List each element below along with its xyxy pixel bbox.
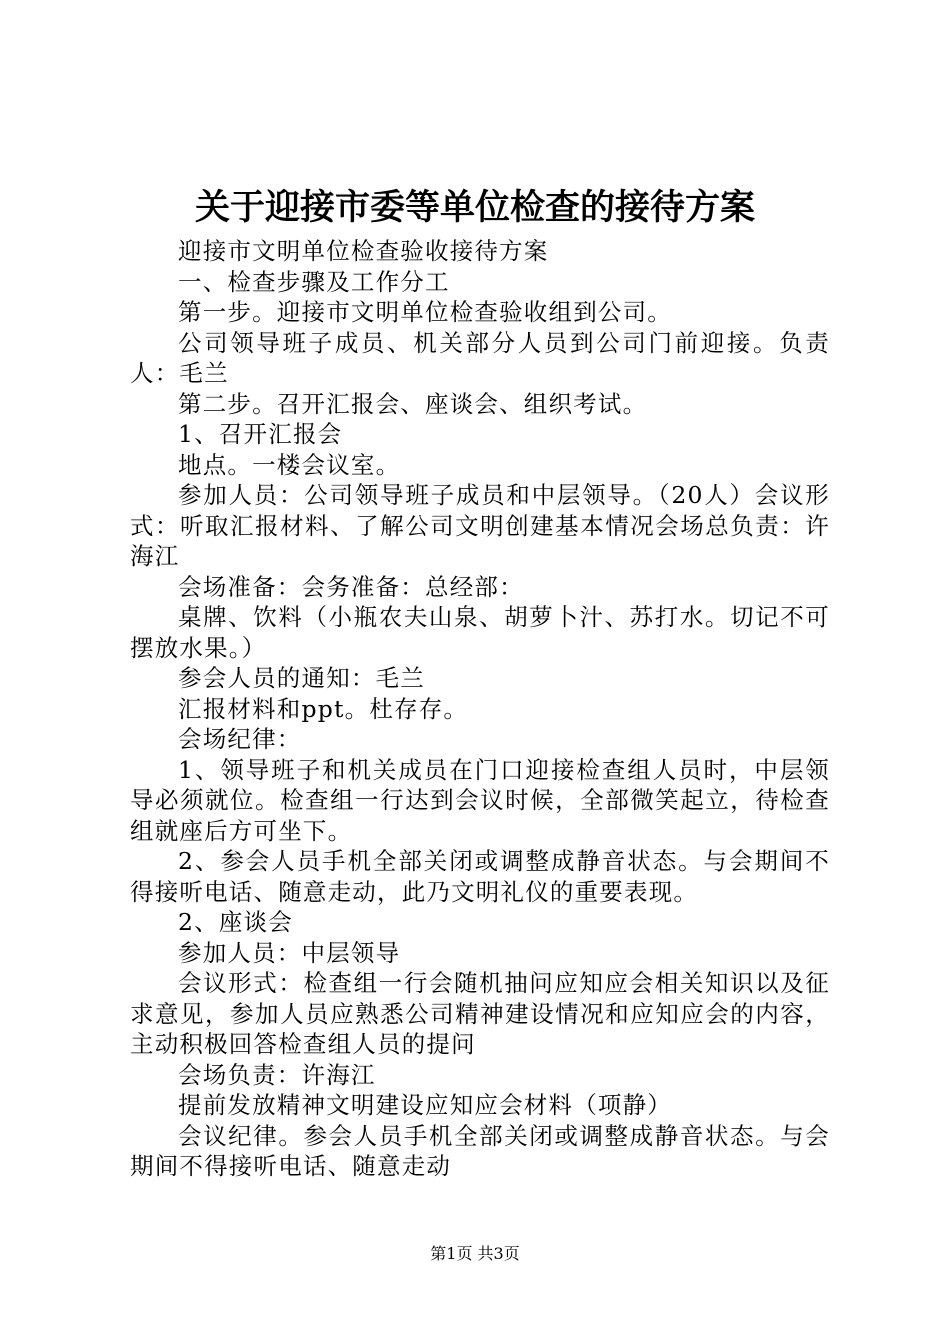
paragraph: 汇报材料和ppt。杜存存。: [178, 694, 469, 723]
document-title: 关于迎接市委等单位检查的接待方案: [194, 188, 755, 228]
paragraph: 桌牌、饮料（小瓶农夫山泉、胡萝卜汁、苏打水。切记不可摆放水果。）: [130, 603, 830, 662]
paragraph: 迎接市文明单位检查验收接待方案: [178, 237, 549, 265]
paragraph: 会场负责：许海江: [178, 1060, 376, 1089]
paragraph: 参会人员的通知：毛兰: [178, 664, 425, 692]
paragraph: 1、领导班子和机关成员在门口迎接检查组人员时，中层领导必须就位。检查组一行达到会议时候，全部微笑起立，待检查组就座后方可坐下。: [130, 755, 830, 845]
paragraph: 地点。一楼会议室。: [178, 450, 401, 479]
paragraph: 参加人员：公司领导班子成员和中层领导。（20人）会议形式：听取汇报材料、了解公司文明创建基本情况会场总负责：许海江: [130, 481, 830, 570]
paragraph: 2、座谈会: [178, 908, 293, 936]
paragraph: 2、参会人员手机全部关闭或调整成静音状态。与会期间不得接听电话、随意走动，此乃文明礼仪的重要表现。: [130, 847, 830, 906]
paragraph: 一、检查步骤及工作分工: [178, 267, 450, 296]
paragraph: 参加人员：中层领导: [178, 938, 401, 967]
paragraph: 公司领导班子成员、机关部分人员到公司门前迎接。负责人：毛兰: [130, 328, 830, 387]
paragraph: 第二步。召开汇报会、座谈会、组织考试。: [178, 389, 648, 418]
paragraph: 会场准备：会务准备：总经部：: [178, 572, 524, 601]
paragraph: 会场纪律：: [178, 725, 302, 753]
page-footer: 第1页 共3页: [430, 1244, 520, 1263]
paragraph: 提前发放精神文明建设应知应会材料（项静）: [178, 1091, 672, 1119]
paragraph: 会议纪律。参会人员手机全部关闭或调整成静音状态。与会期间不得接听电话、随意走动: [130, 1121, 830, 1180]
paragraph: 会议形式：检查组一行会随机抽问应知应会相关知识以及征求意见，参加人员应熟悉公司精神建设情况和应知应会的内容，主动积极回答检查组人员的提问: [130, 969, 830, 1058]
paragraph: 第一步。迎接市文明单位检查验收组到公司。: [178, 298, 672, 326]
paragraph: 1、召开汇报会: [178, 420, 343, 448]
document-body: [130, 236, 830, 1182]
